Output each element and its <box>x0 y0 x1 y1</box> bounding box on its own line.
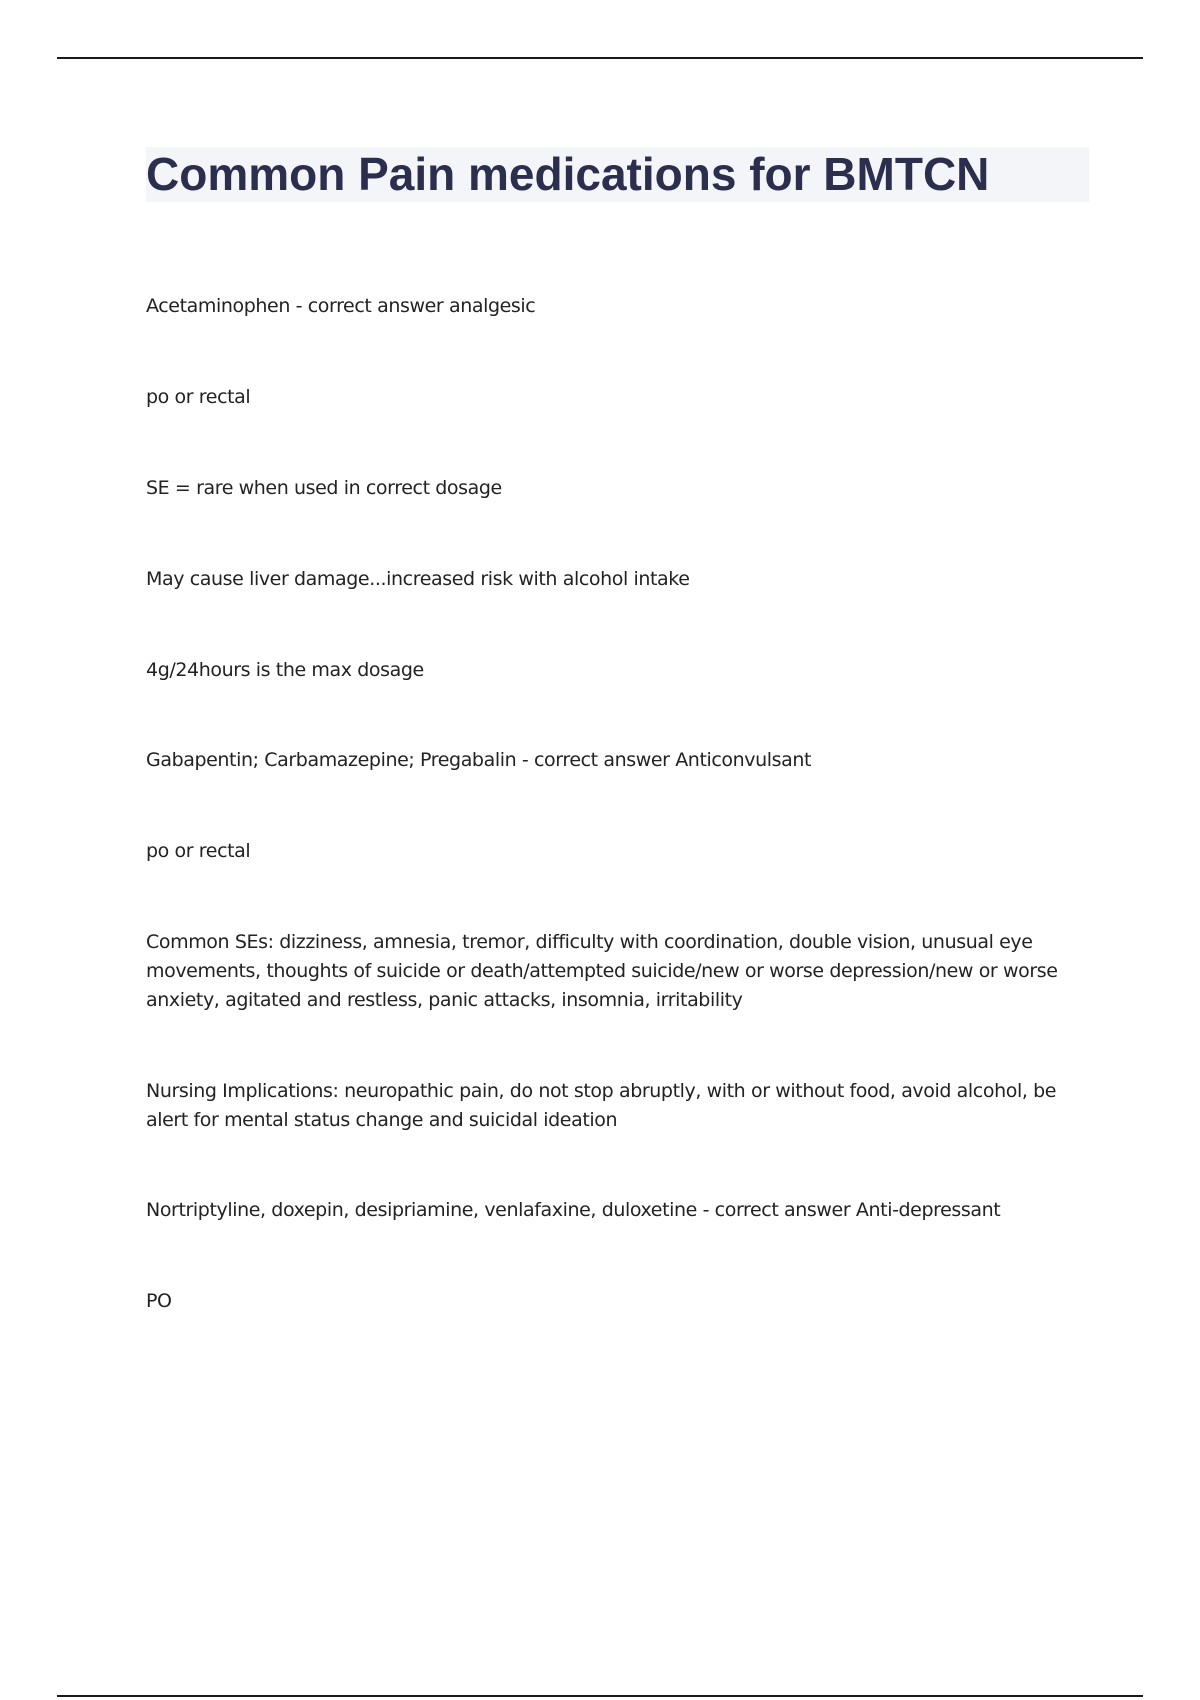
paragraph-anticonvulsants: Gabapentin; Carbamazepine; Pregabalin - correct answer Anticonvulsant <box>146 749 812 771</box>
paragraph-antidepressants: Nortriptyline, doxepin, desipriamine, venlafaxine, duloxetine - correct answer Anti-depressant <box>146 1199 1001 1221</box>
paragraph-liver-damage: May cause liver damage...increased risk with alcohol intake <box>146 568 690 590</box>
paragraph-nursing-implications: Nursing Implications: neuropathic pain, do not stop abruptly, with or without food, avoid alcohol, be alert for mental status change and suicidal ideation <box>146 1080 1057 1131</box>
bottom-rule <box>57 1695 1143 1697</box>
paragraph-max-dosage: 4g/24hours is the max dosage <box>146 659 424 681</box>
top-rule <box>57 57 1143 59</box>
document-title: Common Pain medications for BMTCN <box>146 148 990 200</box>
paragraph-side-effects-1: SE = rare when used in correct dosage <box>146 477 502 499</box>
paragraph-acetaminophen: Acetaminophen - correct answer analgesic <box>146 295 536 317</box>
paragraph-route-po: PO <box>146 1290 172 1312</box>
paragraph-common-ses: Common SEs: dizziness, amnesia, tremor, difficulty with coordination, double vision, unusual eye movements, thoughts of suicide or death/attempted suicide/new or worse depression/new or worse anxiety, agitated and restless, panic attacks, insomnia, irritability <box>146 931 1058 1011</box>
paragraph-route-2: po or rectal <box>146 840 251 862</box>
paragraph-route-1: po or rectal <box>146 386 251 408</box>
